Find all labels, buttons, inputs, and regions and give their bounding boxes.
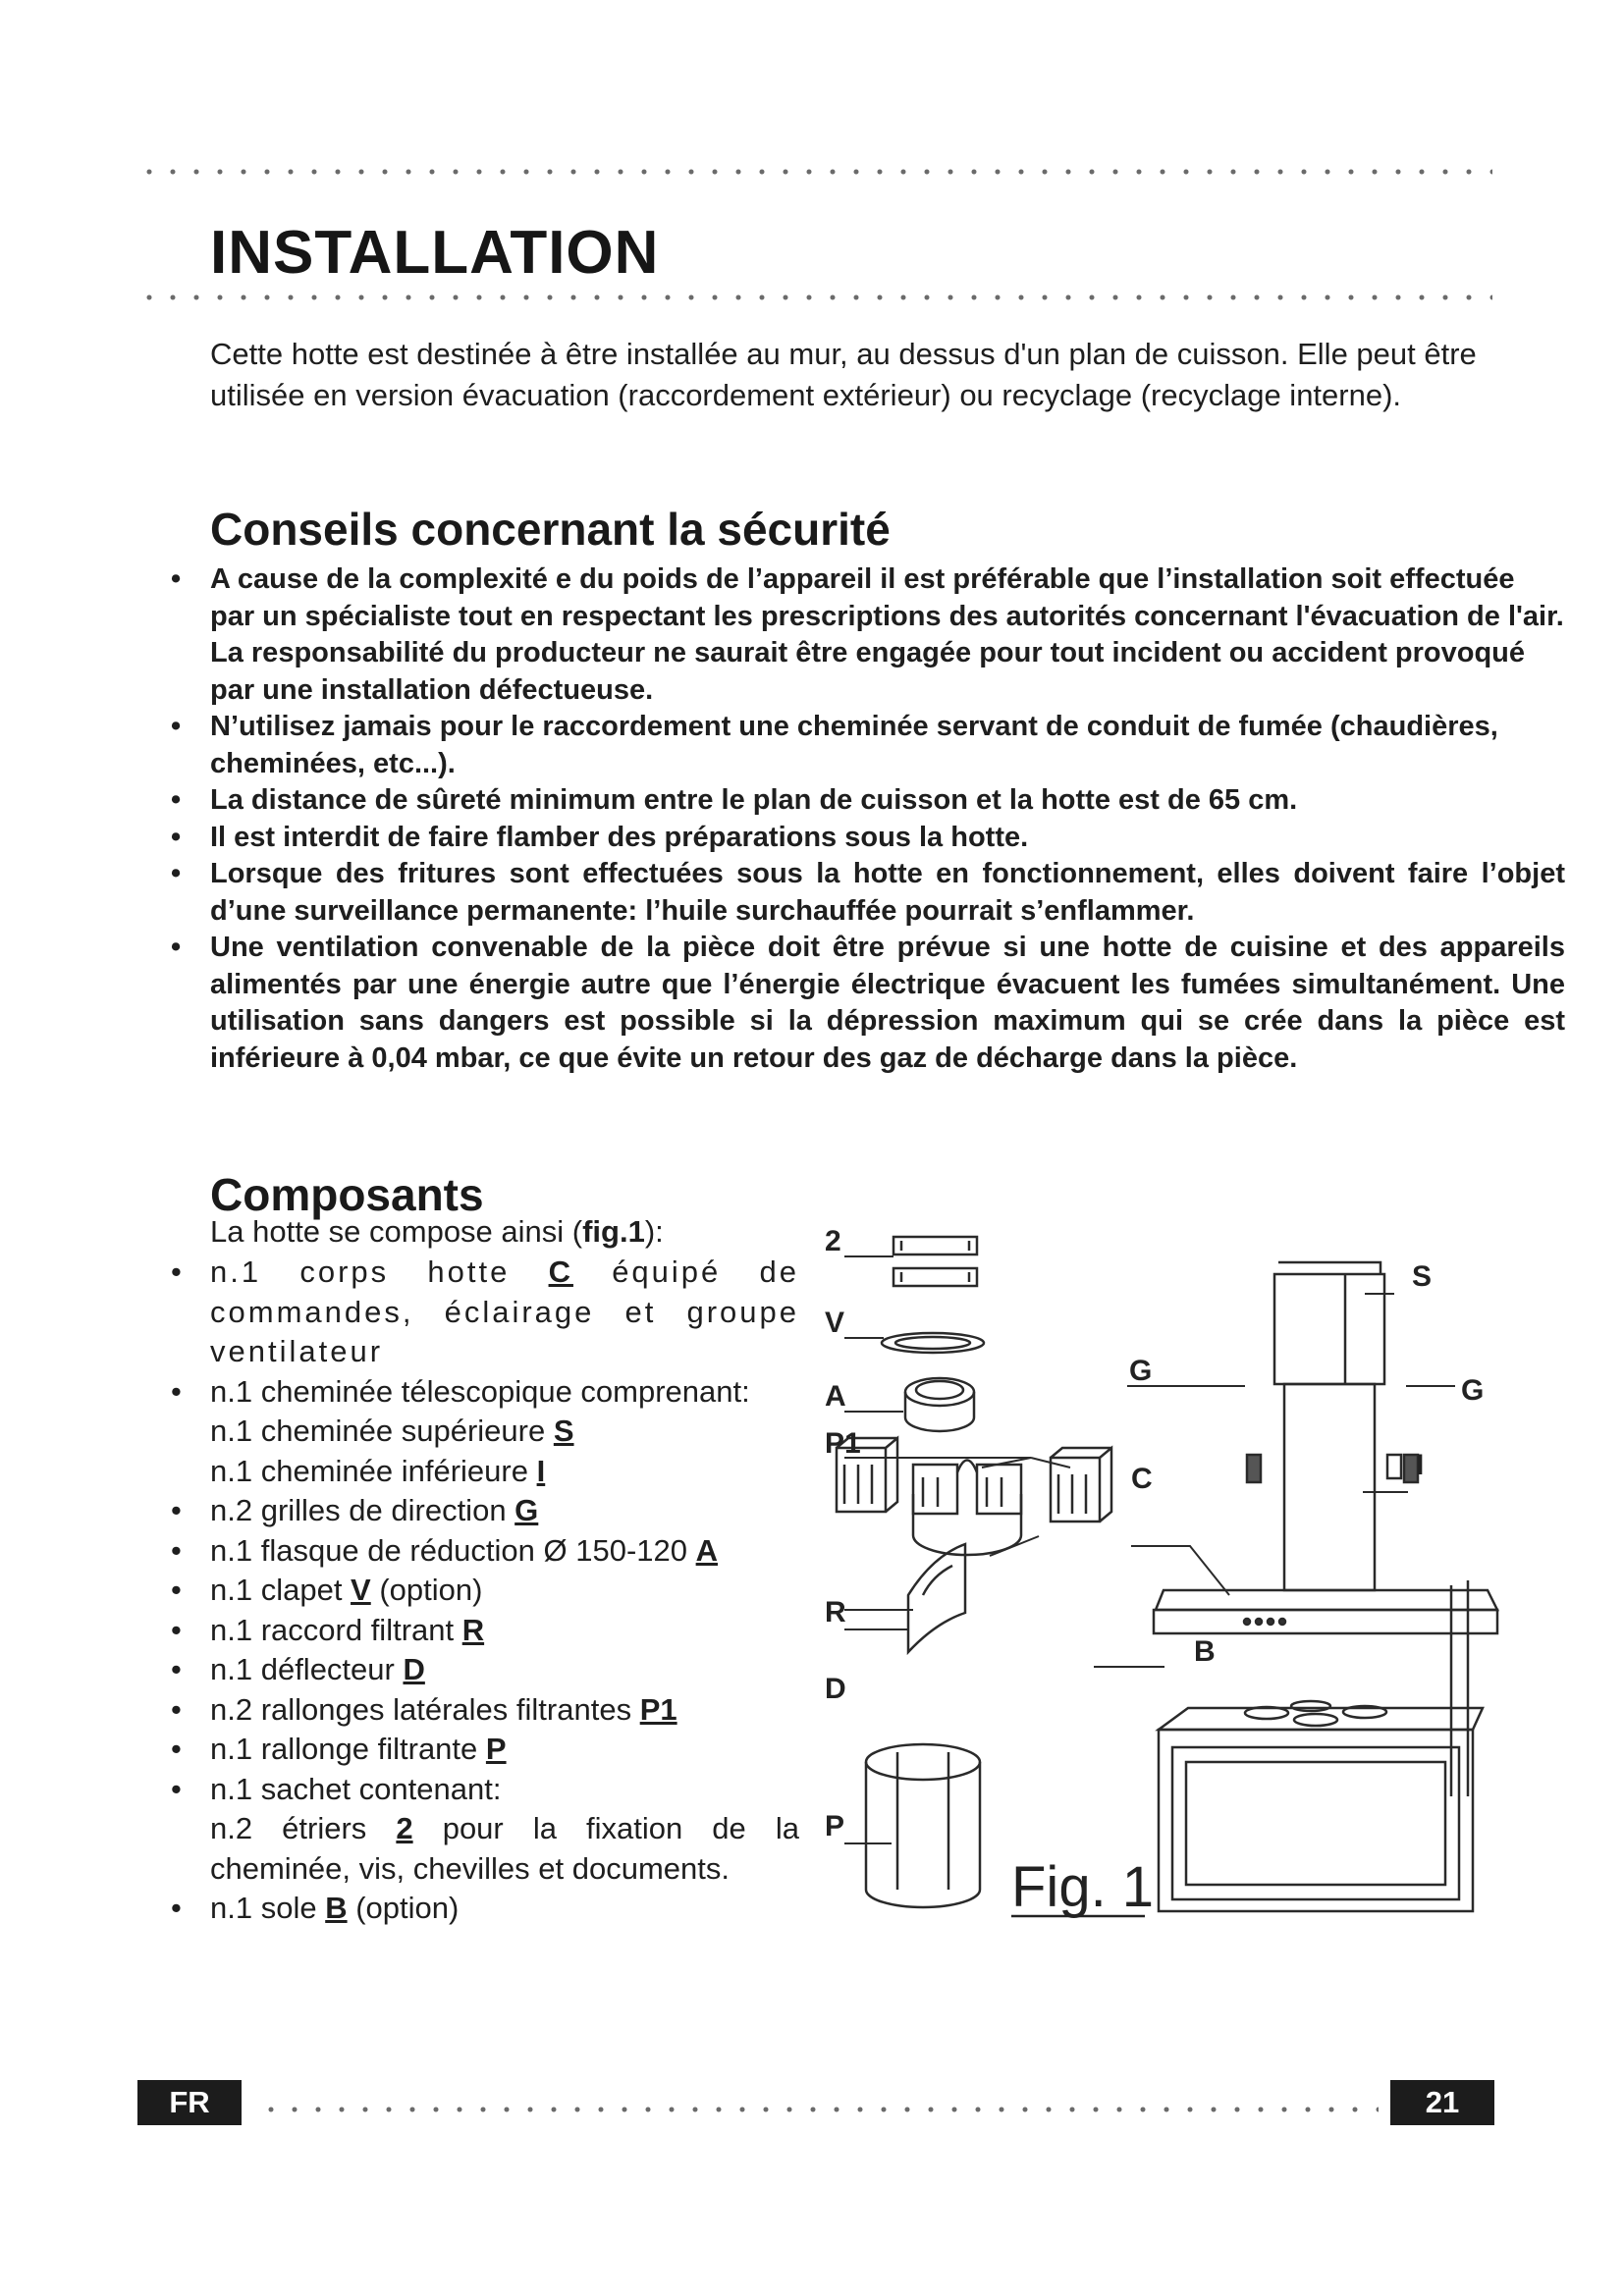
component-item: • n.1 sole B (option) [171,1889,799,1929]
chimney-upper-s-icon [1274,1262,1384,1384]
components-section-title: Composants [210,1169,484,1220]
reduction-flange-a-icon [905,1378,974,1431]
figure-label: I [1416,1449,1425,1481]
filter-connector-r-icon [913,1461,1021,1556]
figure-label: C [1131,1463,1153,1495]
component-item: • n.1 flasque de réduction Ø 150-120 A [171,1531,799,1572]
component-item: • n.1 corps hotte C équipé de commandes, éclairage et groupe ventilateur [171,1253,799,1372]
deflector-d-icon [908,1544,965,1652]
component-item: • n.1 clapet V (option) [171,1571,799,1611]
safety-item: • La distance de sûreté minimum entre le plan de cuisson et la hotte est de 65 cm. [171,782,1565,820]
figure-label: P1 [825,1427,861,1460]
safety-item: • Il est interdit de faire flamber des préparations sous la hotte. [171,820,1565,857]
component-item: • n.2 grilles de direction G [171,1491,799,1531]
safety-section-title: Conseils concernant la sécurité [210,504,891,555]
component-item: n.1 cheminée supérieure S [210,1414,574,1448]
cooktop-oven-icon [1159,1701,1483,1911]
safety-item: • N’utilisez jamais pour le raccordement une cheminée servant de conduit de fumée (chaudières, cheminées, etc...). [171,709,1565,782]
safety-list [171,561,1565,1077]
figure-label: A [825,1380,846,1413]
intro-paragraph: Cette hotte est destinée à être installée au mur, au dessus d'un plan de cuisson. Elle peut être utilisée en version évacuation (raccordement extérieur) ou recyclage (recyclage interne). [210,337,1477,412]
figure-label: D [825,1673,846,1705]
component-item: • n.1 raccord filtrant R [171,1611,799,1651]
safety-item: • Une ventilation convenable de la pièce doit être prévue si une hotte de cuisine et des appareils alimentés par une énergie autre que l’énergie électrique évacuent les fumées simultanément. Une utilisation sans dangers est possible si la dépression maximum qui se crée dans la pièce est inférieure à 0,04 mbar, ce que évite un retour des gaz de décharge dans la pièce. [171,930,1565,1077]
chimney-lower-i-icon [1284,1384,1375,1590]
component-item: • n.1 cheminée télescopique comprenant: [171,1372,799,1413]
figure-1-diagram [815,1207,1522,1934]
bracket-2-icon [893,1237,977,1286]
figure-label: P [825,1810,845,1842]
figure-label: 2 [825,1225,841,1257]
language-badge: FR [137,2080,242,2125]
leader-lines [844,1256,1455,1843]
components-intro: La hotte se compose ainsi (fig.1): [210,1214,664,1249]
figure-reference: fig.1 [582,1214,645,1249]
component-item: • n.2 rallonges latérales filtrantes P1 [171,1690,799,1731]
figure-label: V [825,1307,845,1339]
safety-item: • Lorsque des fritures sont effectuées sous la hotte en fonctionnement, elles doivent faire l’objet d’une surveillance permanente: l’huile surchauffée pourrait s’enflammer. [171,856,1565,930]
figure-caption: Fig. 1 [1011,1855,1155,1919]
component-item: n.1 cheminée inférieure I [210,1453,546,1488]
top-dotted-rule [137,169,1492,175]
component-item: • n.1 déflecteur D [171,1650,799,1690]
figure-label: G [1129,1355,1153,1387]
valve-v-icon [882,1333,984,1353]
component-item: n.2 étriers 2 pour la fixation de la cheminée, vis, chevilles et documents. [210,1811,799,1886]
side-filter-extension-p1-icon [837,1438,1111,1522]
figure-label: B [1194,1635,1216,1668]
components-list [171,1253,799,1929]
filter-extension-p-icon [866,1744,980,1907]
direction-grille-g-icon [1247,1455,1418,1482]
component-item: • n.1 sachet contenant: [171,1770,799,1810]
safety-item: • A cause de la complexité e du poids de l’appareil il est préférable que l’installation soit effectuée par un spécialiste tout en respectant les prescriptions des autorités concernant l'évacuation de l'air. La responsabilité du producteur ne saurait être engagée pour tout incident ou accident provoqué par une installation défectueuse. [171,561,1565,709]
figure-label: R [825,1596,846,1629]
figure-label: S [1412,1260,1433,1293]
component-item: • n.1 rallonge filtrante P [171,1730,799,1770]
figure-label: G [1461,1374,1485,1407]
hood-body-c-icon [1154,1590,1497,1633]
page-number: 21 [1390,2080,1494,2125]
page-title: INSTALLATION [210,219,660,287]
footer-dotted-rule [259,2107,1379,2112]
title-dotted-rule [137,294,1492,300]
